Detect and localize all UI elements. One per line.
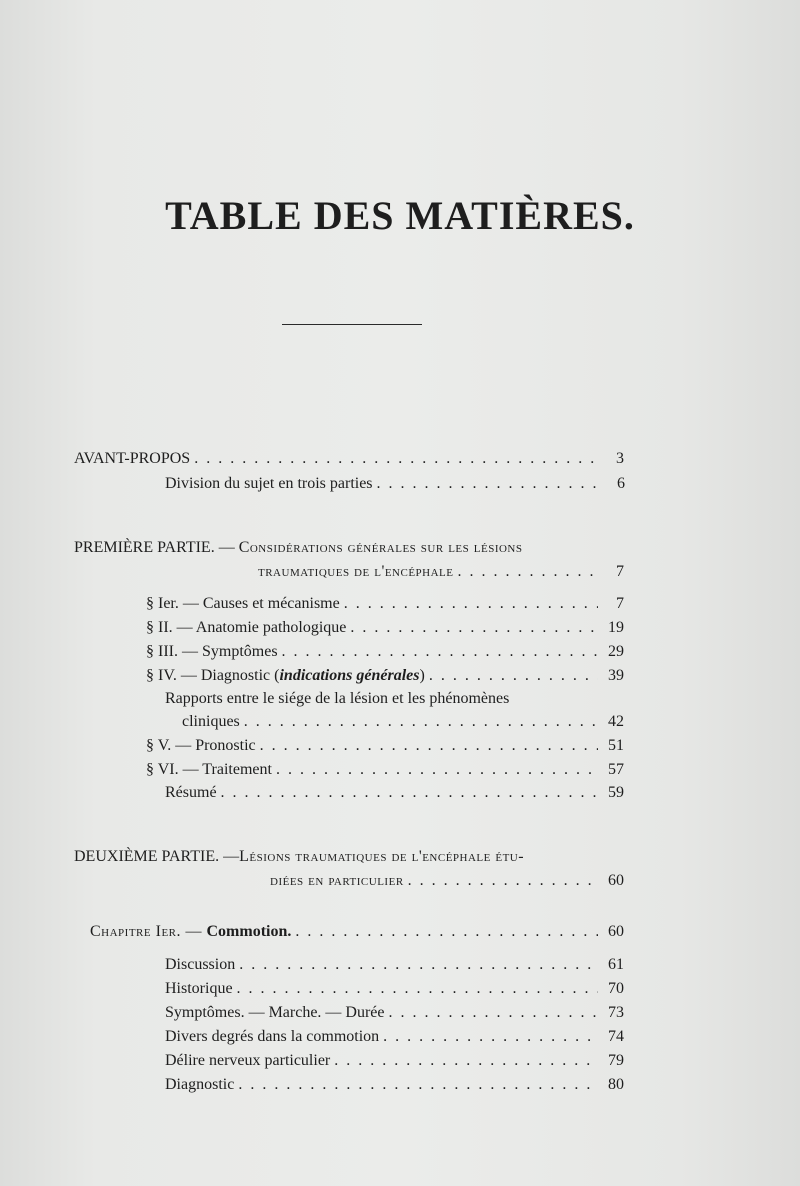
toc-entry-section (146, 617, 624, 639)
dot-leader (276, 759, 598, 781)
toc-entry-page: 7 (616, 563, 624, 580)
dot-leader (295, 921, 598, 943)
toc-entry-part2 (270, 870, 624, 892)
italic-qualifier: indications générales (279, 667, 420, 684)
toc-entry-page: 29 (608, 643, 624, 660)
toc-entry-page: 60 (608, 872, 624, 889)
dot-leader (344, 593, 598, 615)
dot-leader (244, 711, 598, 733)
toc-entry-page: 51 (608, 737, 624, 754)
toc-entry-page: 60 (608, 923, 624, 940)
toc-entry-subitem (165, 1002, 624, 1024)
dot-leader (238, 1074, 598, 1096)
part2-heading-line1 (74, 846, 524, 868)
toc-entry-section (146, 641, 624, 663)
toc-entry-section (146, 593, 624, 615)
dot-leader (260, 735, 598, 757)
toc-entry-page: 70 (608, 980, 624, 997)
toc-entry-part1 (258, 561, 624, 583)
toc-entry-subitem (165, 954, 624, 976)
part1-heading-subtitle: Considérations générales sur les lésions (238, 539, 523, 556)
part2-heading-subtitle: Lésions traumatiques de l'encéphale étu- (239, 848, 525, 865)
toc-entry-section (146, 759, 624, 781)
toc-entry-section (146, 665, 624, 687)
toc-entry-label: Divers degrés dans la commotion (165, 1028, 380, 1045)
dot-leader (383, 1026, 598, 1048)
toc-entry-label: Chapitre Ier. — Commotion. (90, 923, 292, 940)
toc-entry-page: 42 (608, 713, 624, 730)
toc-entry-subitem (165, 978, 624, 1000)
toc-entry-page: 39 (608, 667, 624, 684)
dot-leader (239, 954, 598, 976)
toc-entry-label: Discussion (165, 956, 236, 973)
toc-entry-rapports (182, 711, 624, 733)
chapter-title: Commotion. (206, 923, 292, 940)
toc-entry-page: 7 (616, 595, 624, 612)
toc-entry-chapter1 (90, 921, 624, 943)
toc-entry-label: § III. — Symptômes (146, 643, 278, 660)
toc-entry-label: Délire nerveux particulier (165, 1052, 331, 1069)
toc-entry-label: § II. — Anatomie pathologique (146, 619, 347, 636)
dot-leader (457, 561, 598, 583)
part1-heading-title: PREMIÈRE PARTIE. — (74, 539, 239, 556)
title-divider (282, 324, 422, 325)
toc-entry-subitem (165, 1074, 624, 1096)
toc-entry-page: 73 (608, 1004, 624, 1021)
toc-entry-page: 79 (608, 1052, 624, 1069)
dot-leader (334, 1050, 598, 1072)
dot-leader (221, 782, 598, 804)
toc-entry-subitem (165, 1026, 624, 1048)
toc-entry-label: § IV. — Diagnostic (indications générales) (146, 667, 425, 684)
dot-leader (282, 641, 598, 663)
toc-entry-page: 74 (608, 1028, 624, 1045)
dot-leader (350, 617, 598, 639)
toc-entry-page: 19 (608, 619, 624, 636)
part1-heading-line1 (74, 537, 522, 559)
toc-entry-label: Division du sujet en trois parties (165, 475, 373, 492)
toc-entry-label: § VI. — Traitement (146, 761, 272, 778)
dot-leader (377, 473, 599, 495)
toc-entry-page: 6 (617, 475, 625, 492)
toc-entry-label: diées en particulier (270, 872, 404, 889)
toc-entry-page: 59 (608, 784, 624, 801)
part2-heading-title: DEUXIÈME PARTIE. — (74, 848, 240, 865)
toc-entry-avant-propos (74, 448, 624, 470)
dot-leader (194, 448, 598, 470)
toc-entry-resume (165, 782, 624, 804)
toc-entry-page: 80 (608, 1076, 624, 1093)
toc-entry-label: § Ier. — Causes et mécanisme (146, 595, 340, 612)
toc-entry-label: § V. — Pronostic (146, 737, 256, 754)
toc-entry-label: Résumé (165, 784, 217, 801)
toc-entry-label: Symptômes. — Marche. — Durée (165, 1004, 385, 1021)
toc-entry-page: 57 (608, 761, 624, 778)
toc-entry-section (146, 735, 624, 757)
toc-entry-label: AVANT-PROPOS (74, 450, 191, 467)
dot-leader (408, 870, 598, 892)
toc-entry-rapports-line1: Rapports entre le siége de la lésion et les phénomènes (165, 690, 510, 707)
dot-leader (429, 665, 598, 687)
toc-entry-label: cliniques (182, 713, 240, 730)
toc-entry-page: 3 (616, 450, 624, 467)
dot-leader (237, 978, 598, 1000)
toc-entry-page: 61 (608, 956, 624, 973)
toc-entry-label: Historique (165, 980, 233, 997)
toc-entry-subitem (165, 1050, 624, 1072)
toc-entry-division (165, 473, 625, 495)
page-title: TABLE DES MATIÈRES. (165, 193, 635, 238)
toc-entry-label: traumatiques de l'encéphale (258, 563, 454, 580)
dot-leader (389, 1002, 598, 1024)
toc-entry-label: Diagnostic (165, 1076, 235, 1093)
